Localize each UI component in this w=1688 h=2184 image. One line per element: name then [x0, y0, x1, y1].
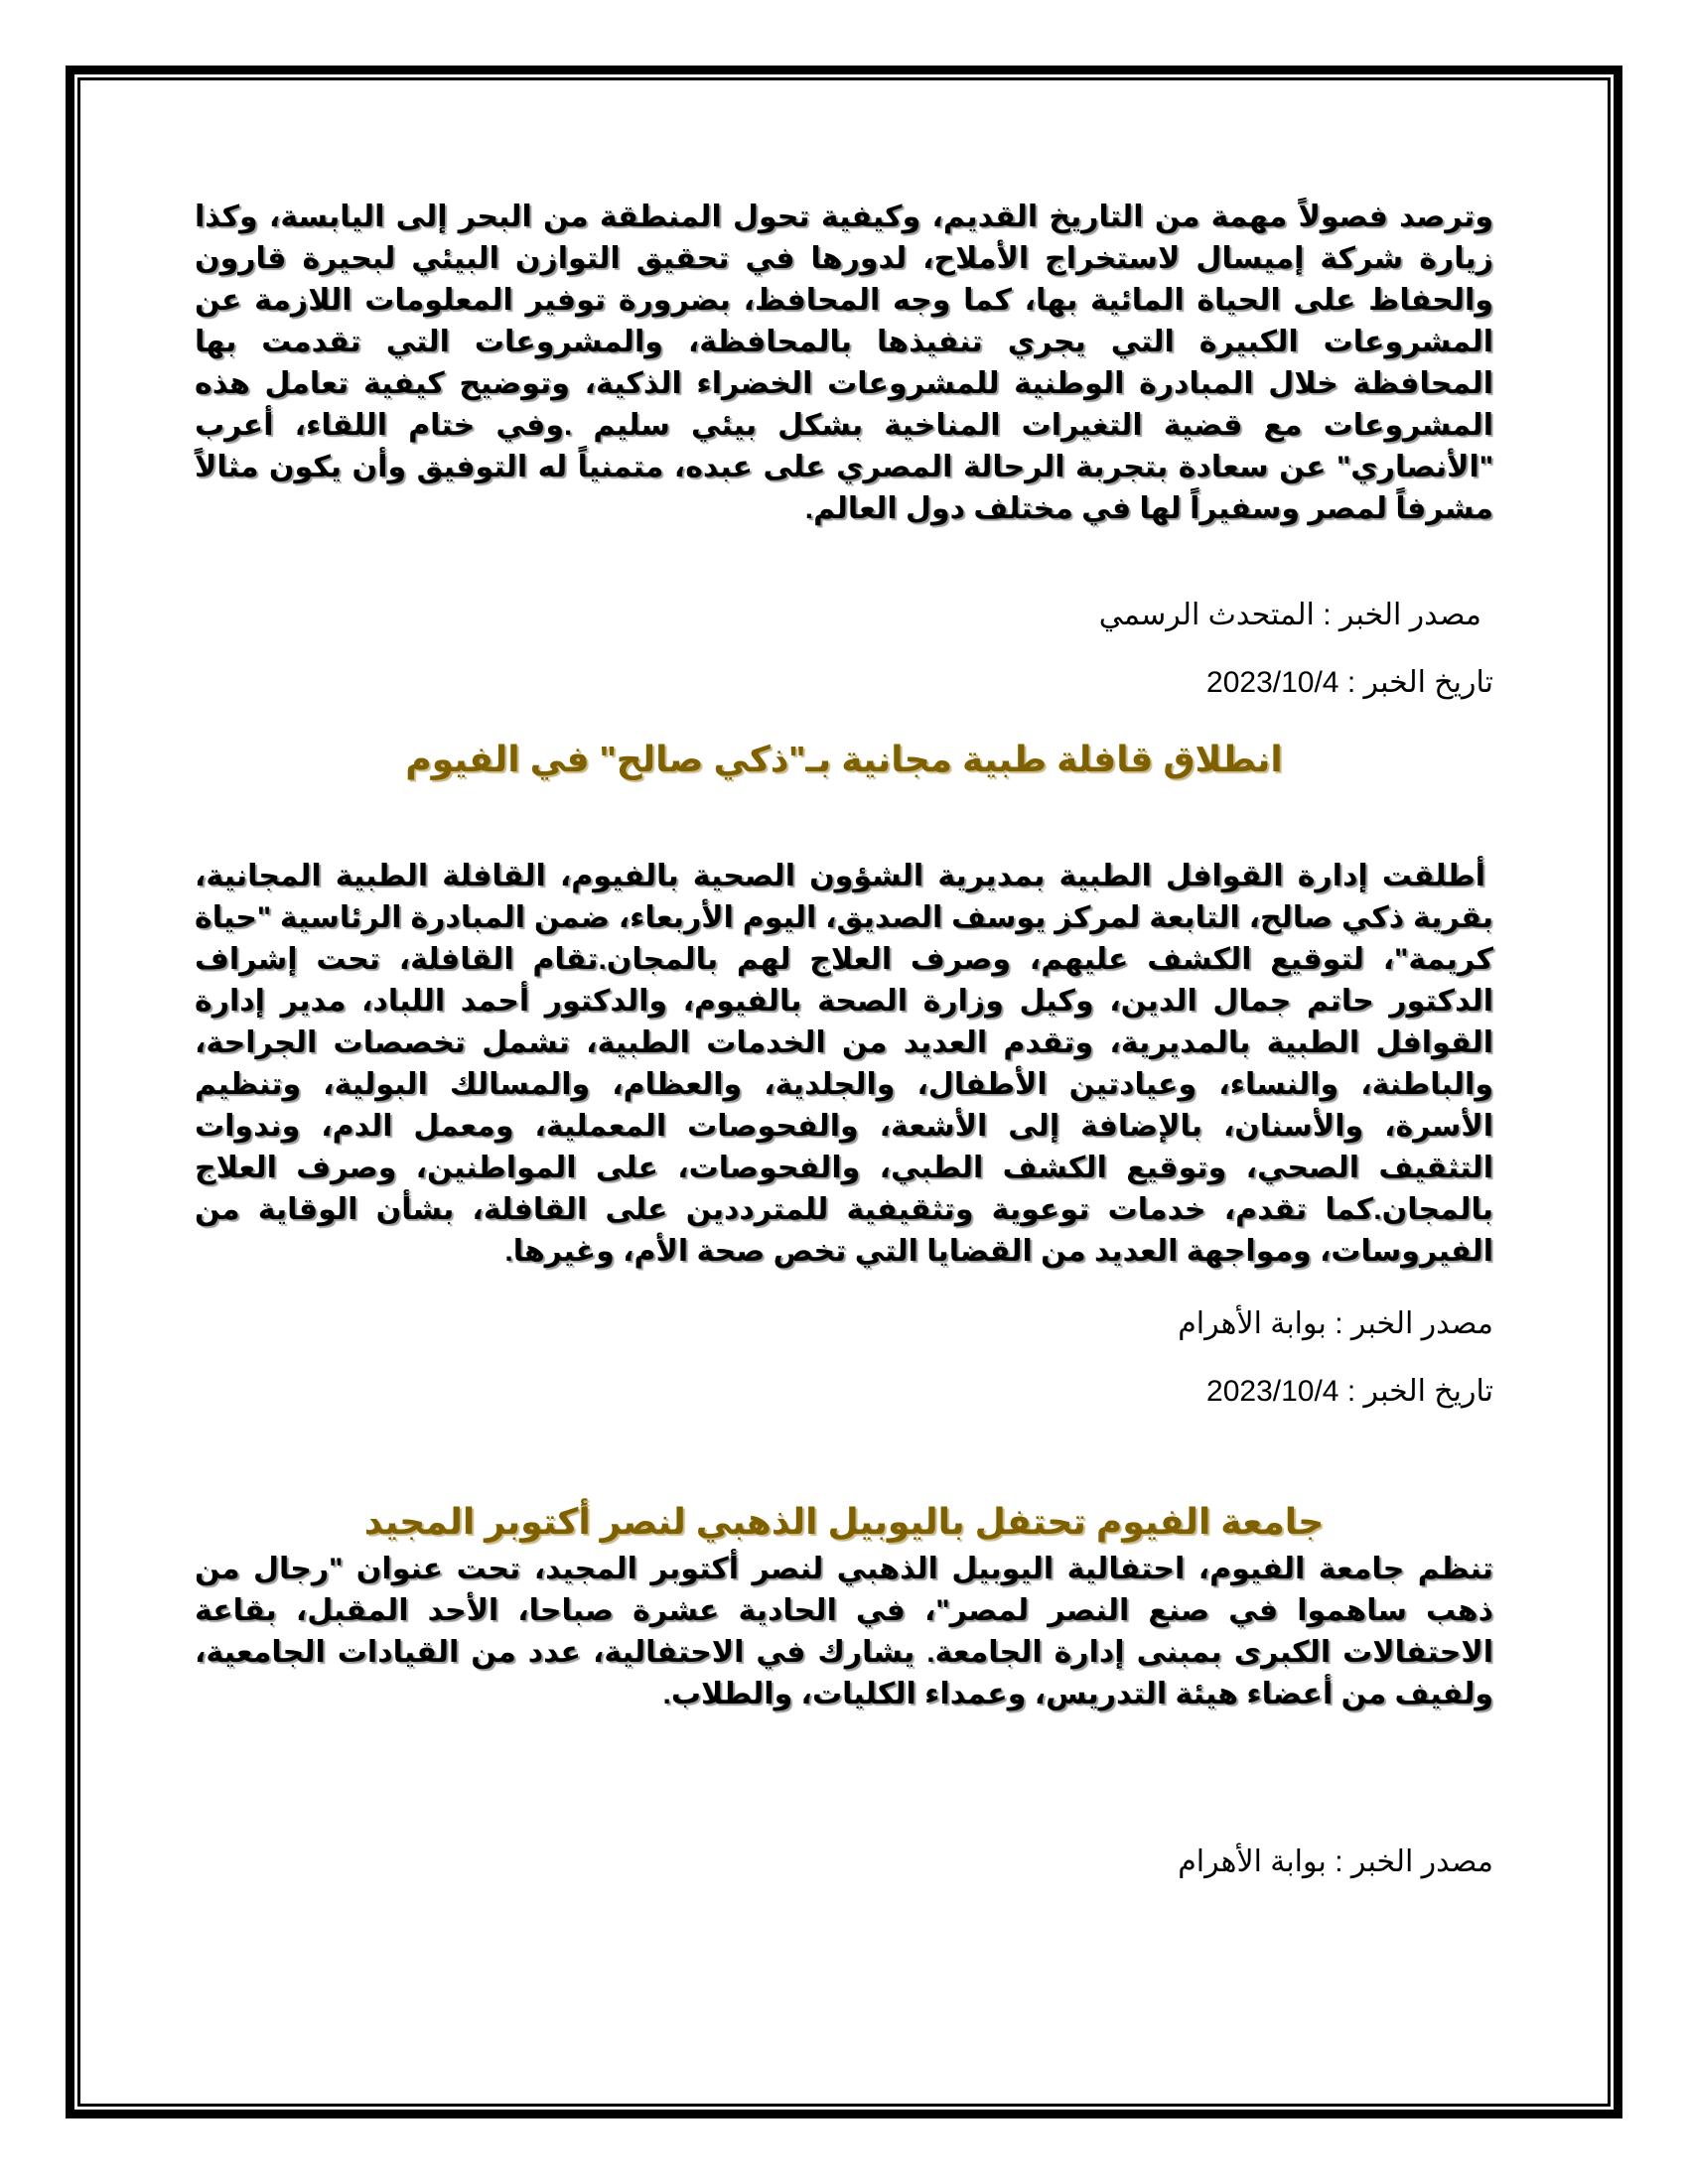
article-2-source [195, 1304, 1493, 1344]
article-3-body: تنظم جامعة الفيوم، احتفالية اليوبيل الذهبي لنصر أكتوبر المجيد، تحت عنوان "رجال من ذهب ساهموا في صنع النصر لمصر"، في الحادية عشرة صباحا، الأحد المقبل، بقاعة الاحتفالات الكبرى بمبنى إدارة الجامعة. يشارك في الاحتفالية، عدد من القيادات الجامعية، ولفيف من أعضاء هيئة التدريس، وعمداء الكليات، والطلاب. [195, 1553, 1493, 1710]
source-value: بوابة الأهرام [1178, 1845, 1327, 1878]
date-separator: : [1338, 1375, 1356, 1408]
date-label: تاريخ الخبر [1363, 666, 1493, 699]
document-content [195, 195, 1493, 1882]
article-2 [195, 739, 1493, 1412]
article-2-headline: انطلاق قافلة طبية مجانية بـ"ذكي صالح" في الفيوم [405, 739, 1283, 779]
article-3-source [195, 1843, 1493, 1882]
date-value: 2023/10/4 [1206, 666, 1339, 699]
date-value: 2023/10/4 [1206, 1375, 1339, 1408]
source-label: مصدر الخبر [1338, 599, 1481, 631]
source-separator: : [1326, 1307, 1343, 1340]
article-2-body: أطلقت إدارة القوافل الطبية بمديرية الشؤون الصحية بالفيوم، القافلة الطبية المجانية، بقرية ذكي صالح، التابعة لمركز يوسف الصديق، اليوم الأربعاء، ضمن المبادرة الرئاسية "حياة كريمة"، لتوقيع الكشف عليهم، وصرف العلاج لهم بالمجان.تقام القافلة، تحت إشراف الدكتور حاتم جمال الدين، وكيل وزارة الصحة بالفيوم، والدكتور أحمد اللباد، مدير إدارة القوافل الطبية بالمديرية، وتقدم العديد من الخدمات الطبية، تشمل تخصصات الجراحة، والباطنة، والنساء، وعيادتين الأطفال، والجلدية، والعظام، والمسالك البولية، وتنظيم الأسرة، والأسنان، بالإضافة إلى الأشعة، والفحوصات المعملية، ومعمل الدم، وندوات التثقيف الصحي، وتوقيع الكشف الطبي، والفحوصات، على المواطنين، وصرف العلاج بالمجان.كما تقدم، خدمات توعوية وتثقيفية للمترددين على القافلة، بشأن الوقاية من الفيروسات، ومواجهة العديد من القضايا التي تخص صحة الأم، وغيرها. [195, 860, 1493, 1268]
article-1-continuation [195, 197, 1493, 703]
date-label: تاريخ الخبر [1363, 1375, 1493, 1408]
date-separator: : [1338, 666, 1356, 699]
source-separator: : [1326, 1845, 1343, 1878]
source-label: مصدر الخبر [1350, 1307, 1493, 1340]
article-1-date [195, 663, 1493, 703]
source-value: بوابة الأهرام [1178, 1307, 1327, 1340]
article-3-headline: جامعة الفيوم تحتفل باليوبيل الذهبي لنصر أكتوبر المجيد [363, 1501, 1325, 1542]
article-1-body: وترصد فصولاً مهمة من التاريخ القديم، وكيفية تحول المنطقة من البحر إلى اليابسة، وكذا زيارة شركة إميسال لاستخراج الأملاح، لدورها في تحقيق التوازن البيئي لبحيرة قارون والحفاظ على الحياة المائية بها، كما وجه المحافظ، بضرورة توفير المعلومات اللازمة عن المشروعات الكبيرة التي يجري تنفيذها بالمحافظة، والمشروعات التي تقدمت بها المحافظة خلال المبادرة الوطنية للمشروعات الخضراء الذكية، وتوضيح كيفية تعامل هذه المشروعات مع قضية التغيرات المناخية بشكل بيئي سليم .وفي ختام اللقاء، أعرب "الأنصاري" عن سعادة بتجربة الرحالة المصري على عبده، متمنياً له التوفيق وأن يكون مثالاً مشرفاً لمصر وسفيراً لها في مختلف دول العالم. [195, 201, 1493, 525]
article-2-date [195, 1372, 1493, 1412]
article-3 [195, 1501, 1493, 1882]
source-value: المتحدث الرسمي [1098, 599, 1315, 631]
source-separator: : [1314, 599, 1332, 631]
article-1-source [195, 596, 1493, 635]
source-label: مصدر الخبر [1350, 1845, 1493, 1878]
